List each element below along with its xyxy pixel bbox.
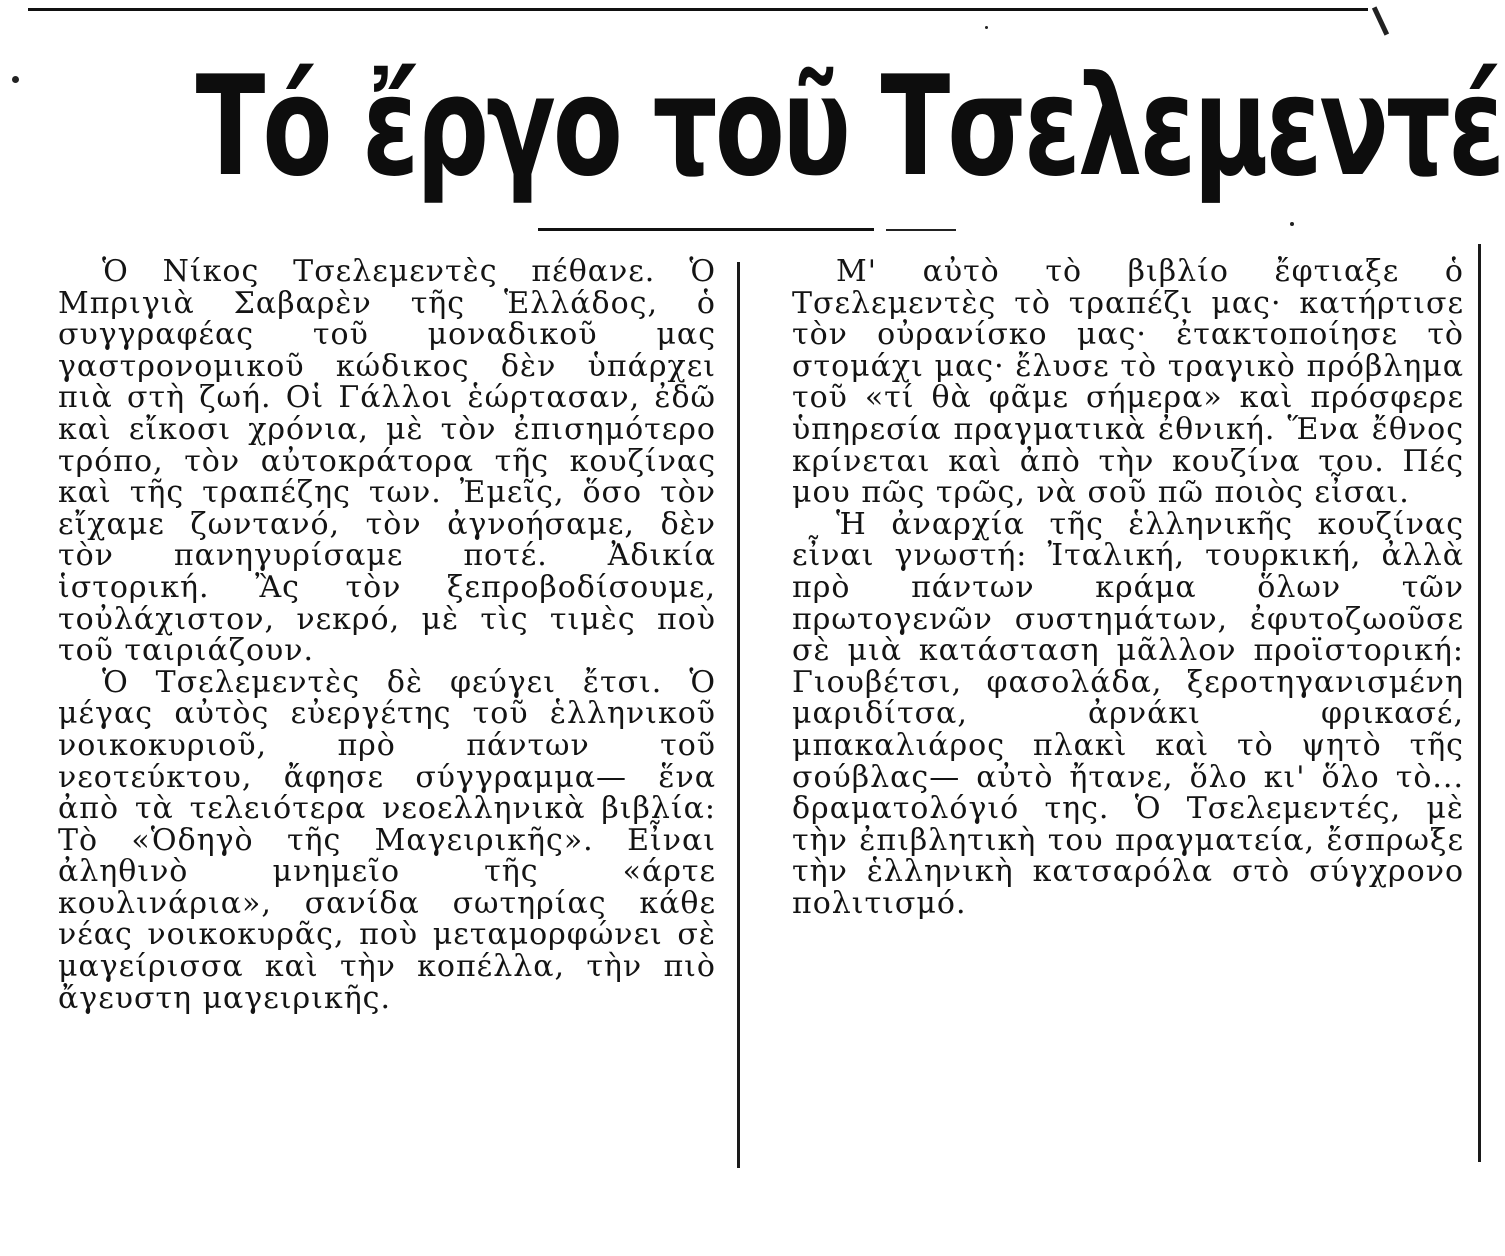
article-headline: Τό ἔργο τοῦ Τσελεμεντέ bbox=[195, 46, 1503, 207]
scan-mark bbox=[1372, 6, 1389, 35]
right-paragraph-1: Μ' αὐτὸ τὸ βιβλίο ἔφτιαξε ὁ Τσελεμεντὲς τὸ τραπέζι μας· κατήρτισε τὸν οὐρανίσκο μας· ἐτακτοποίησε τὸ στομάχι μας· ἔλυσε τὸ τραγικὸ πρόβλημα τοῦ «τί θὰ φᾶμε σήμερα» καὶ πρόσφερε ὑπηρεσία πραγματικὰ ἐθνική. Ἕνα ἔθνος κρίνεται καὶ ἀπὸ τὴν κουζίνα του. Πές μου πῶς τρῶς, νὰ σοῦ πῶ ποιὸς εἶσαι. bbox=[792, 254, 1464, 511]
scan-speck bbox=[985, 26, 988, 29]
left-paragraph-1: Ὁ Νίκος Τσελεμεντὲς πέθανε. Ὁ Μπριγιὰ Σαβαρὲν τῆς Ἑλλάδος, ὁ συγγραφέας τοῦ μοναδικοῦ μας γαστρονομικοῦ κώδικος δὲν ὑπάρχει πιὰ στὴ ζωή. Οἱ Γάλλοι ἑώρτασαν, ἐδῶ καὶ εἴκοσι χρόνια, μὲ τὸν ἐπισημότερο τρόπο, τὸν αὐτοκράτορα τῆς κουζίνας καὶ τῆς τραπέζης των. Ἐμεῖς, ὅσο τὸν εἴχαμε ζωντανό, τὸν ἀγνοήσαμε, δὲν τὸν πανηγυρίσαμε ποτέ. Ἀδικία ἱστορική. Ἂς τὸν ξεπροβοδίσουμε, τοὐλάχιστον, νεκρό, μὲ τὶς τιμὲς ποὺ τοῦ ταιριάζουν. bbox=[58, 254, 716, 669]
right-paragraph-2: Ἡ ἀναρχία τῆς ἑλληνικῆς κουζίνας εἶναι γνωστή: Ἰταλική, τουρκική, ἀλλὰ πρὸ πάντων κράμα ὅλων τῶν πρωτογενῶν συστημάτων, ἐφυτοζωοῦσε σὲ μιὰ κατάσταση μᾶλλον προϊστορική: Γιουβέτσι, φασολάδα, ξεροτηγανισμένη μαριδίτσα, ἀρνάκι φρικασέ, μπακαλιάρος πλακὶ καὶ τὸ ψητὸ τῆς σούβλας— αὐτὸ ἤτανε, ὅλο κι' ὅλο τὸ... δραματολόγιό της. Ὁ Τσελεμεντές, μὲ τὴν ἐπιβλητικὴ του πραγματεία, ἔσπρωξε τὴν ἑλληνικὴ κατσαρόλα στὸ σύγχρονο πολιτισμό. bbox=[792, 506, 1464, 921]
scan-speck bbox=[12, 76, 19, 83]
right-border-rule bbox=[1478, 244, 1481, 1162]
headline-rule-tail bbox=[886, 229, 956, 231]
left-paragraph-2: Ὁ Τσελεμεντὲς δὲ φεύγει ἔτσι. Ὁ μέγας αὐτὸς εὐεργέτης τοῦ ἑλληνικοῦ νοικοκυριοῦ, πρὸ πάντων τοῦ νεοτεύκτου, ἄφησε σύγγραμμα— ἕνα ἀπὸ τὰ τελειότερα νεοελληνικὰ βιβλία: Τὸ «Ὁδηγὸ τῆς Μαγειρικῆς». Εἶναι ἀληθινὸ μνημεῖο τῆς «άρτε κουλινάρια», σανίδα σωτηρίας κάθε νέας νοικοκυρᾶς, ποὺ μεταμορφώνει σὲ μαγείρισσα καὶ τὴν κοπέλλα, τὴν πιὸ ἄγευστη μαγειρικῆς. bbox=[58, 664, 716, 1016]
top-rule bbox=[28, 8, 1368, 11]
scan-speck bbox=[1290, 222, 1294, 226]
right-column bbox=[792, 256, 1464, 919]
headline-rule bbox=[538, 228, 874, 231]
column-divider bbox=[737, 262, 740, 1168]
left-column bbox=[58, 256, 716, 1014]
